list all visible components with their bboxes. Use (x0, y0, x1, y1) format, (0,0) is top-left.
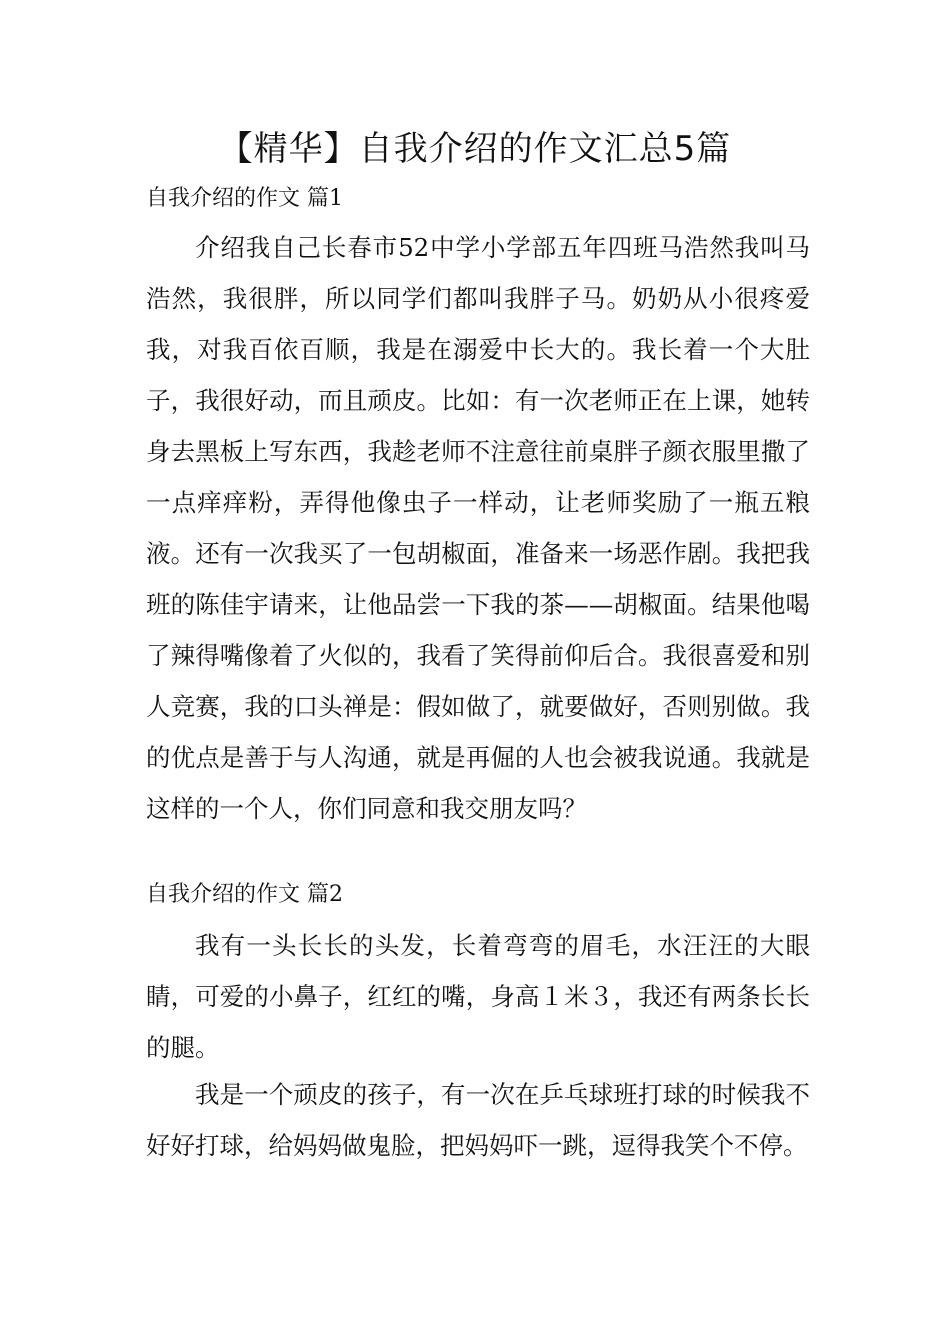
section-2-paragraph-2: 我是一个顽皮的孩子，有一次在乒乓球班打球的时候我不好好打球，给妈妈做鬼脸，把妈妈吓一跳，逗得我笑个不停。 (146, 1080, 810, 1160)
section-1-paragraph-1: 介绍我自己长春市52中学小学部五年四班马浩然我叫马浩然，我很胖，所以同学们都叫我胖子马。奶奶从小很疼爱我，对我百依百顺，我是在溺爱中长大的。我长着一个大肚子，我很好动，而且顽皮。比如：有一次老师正在上课，她转身去黑板上写东西，我趁老师不注意往前桌胖子颜衣服里撒了一点痒痒粉，弄得他像虫子一样动，让老师奖励了一瓶五粮液。还有一次我买了一包胡椒面，准备来一场恶作剧。我把我班的陈佳宇请来，让他品尝一下我的茶——胡椒面。结果他喝了辣得嘴像着了火似的，我看了笑得前仰后合。我很喜爱和别人竞赛，我的口头禅是：假如做了，就要做好，否则别做。我的优点是善于与人沟通，就是再倔的人也会被我说通。我就是这样的一个人，你们同意和我交朋友吗？ (146, 233, 810, 823)
section-2-paragraph-1: 我有一头长长的头发，长着弯弯的眉毛，水汪汪的大眼睛，可爱的小鼻子，红红的嘴，身高１米３，我还有两条长长的腿。 (146, 931, 810, 1062)
section-heading-2: 自我介绍的作文 篇2 (146, 882, 343, 907)
document-title: 【精华】自我介绍的作文汇总5篇 (218, 129, 732, 169)
section-heading-1: 自我介绍的作文 篇1 (146, 186, 343, 211)
